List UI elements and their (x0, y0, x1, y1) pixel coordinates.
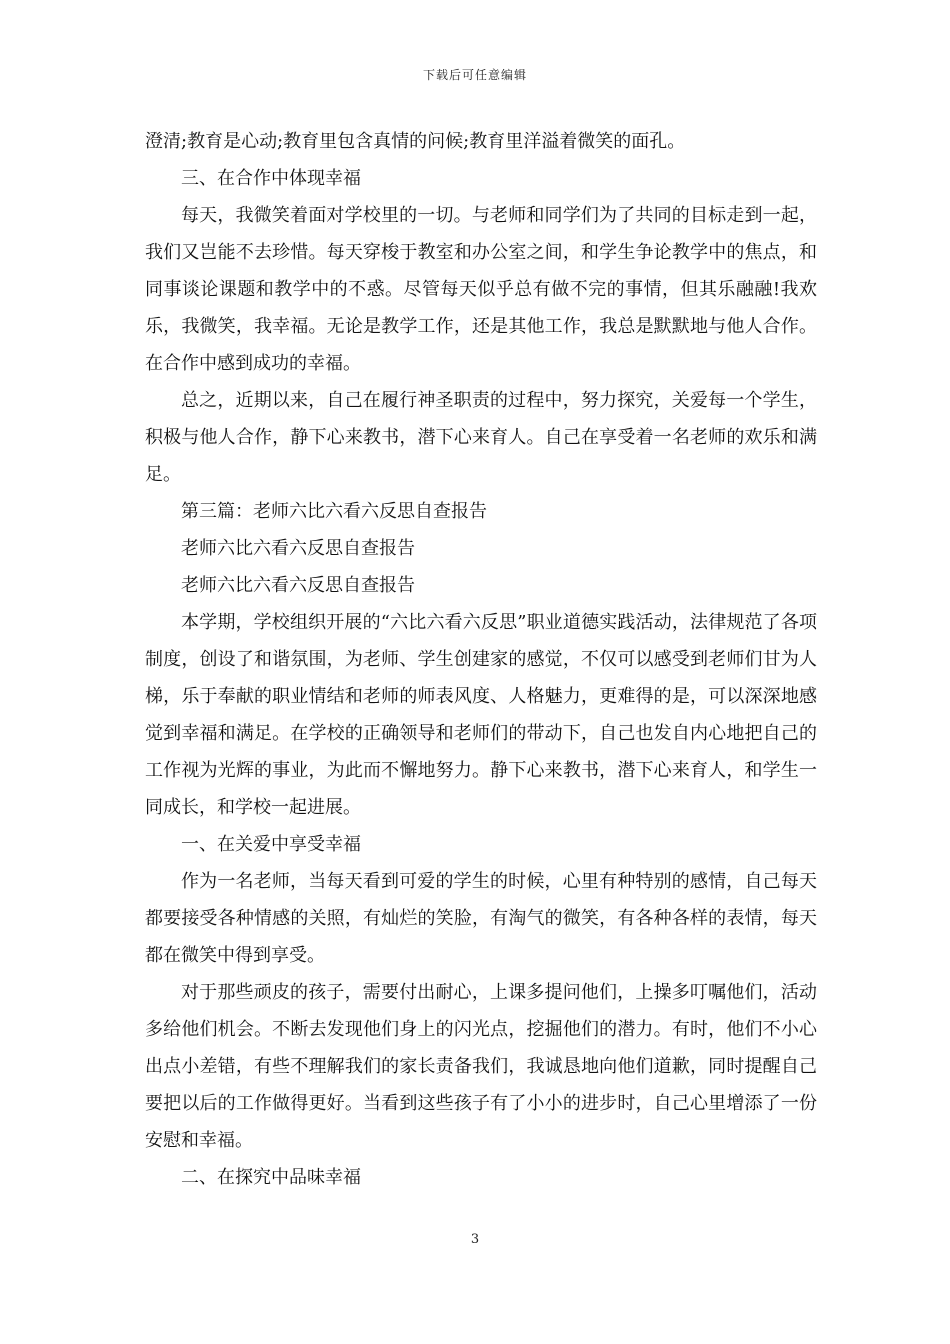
chapter-title: 第三篇：老师六比六看六反思自查报告 (181, 501, 487, 522)
report-title: 老师六比六看六反思自查报告 (181, 575, 415, 596)
page-number: 3 (470, 1232, 480, 1247)
report-title: 老师六比六看六反思自查报告 (181, 538, 415, 559)
section-heading: 三、在合作中体现幸福 (181, 168, 361, 189)
paragraph: 澄清;教育是心动;教育里包含真情的问候;教育里洋溢着微笑的面孔。 (145, 131, 686, 152)
paragraph: 本学期，学校组织开展的“六比六看六反思”职业道德实践活动，法律规范了各项制度，创设了和谐氛围，为老师、学生创建家的感觉，不仅可以感受到老师们甘为人梯，乐于奉献的职业情结和老师的师表风度、人格魅力，更难得的是，可以深深地感觉到幸福和满足。在学校的正确领导和老师们的带动下，自己也发自内心地把自己的工作视为光辉的事业，为此而不懈地努力。静下心来教书，潜下心来育人，和学生一同成长，和学校一起进展。 (145, 612, 817, 818)
paragraph: 作为一名老师，当每天看到可爱的学生的时候，心里有种特别的感情，自己每天都要接受各种情感的关照，有灿烂的笑脸，有淘气的微笑，有各种各样的表情，每天都在微笑中得到享受。 (145, 871, 817, 966)
page-header: 下载后可任意编辑 (422, 68, 527, 82)
document-body (145, 123, 817, 1196)
section-heading: 二、在探究中品味幸福 (181, 1167, 361, 1188)
paragraph: 总之，近期以来，自己在履行神圣职责的过程中，努力探究，关爱每一个学生，积极与他人合作，静下心来教书，潜下心来育人。自己在享受着一名老师的欢乐和满足。 (145, 390, 817, 485)
section-heading: 一、在关爱中享受幸福 (181, 834, 361, 855)
paragraph: 对于那些顽皮的孩子，需要付出耐心，上课多提问他们，上操多叮嘱他们，活动多给他们机会。不断去发现他们身上的闪光点，挖掘他们的潜力。有时，他们不小心出点小差错，有些不理解我们的家长责备我们，我诚恳地向他们道歉，同时提醒自己要把以后的工作做得更好。当看到这些孩子有了小小的进步时，自己心里增添了一份安慰和幸福。 (145, 982, 817, 1151)
paragraph: 每天，我微笑着面对学校里的一切。与老师和同学们为了共同的目标走到一起，我们又岂能不去珍惜。每天穿梭于教室和办公室之间，和学生争论教学中的焦点，和同事谈论课题和教学中的不惑。尽管每天似乎总有做不完的事情，但其乐融融!我欢乐，我微笑，我幸福。无论是教学工作，还是其他工作，我总是默默地与他人合作。在合作中感到成功的幸福。 (145, 205, 817, 374)
